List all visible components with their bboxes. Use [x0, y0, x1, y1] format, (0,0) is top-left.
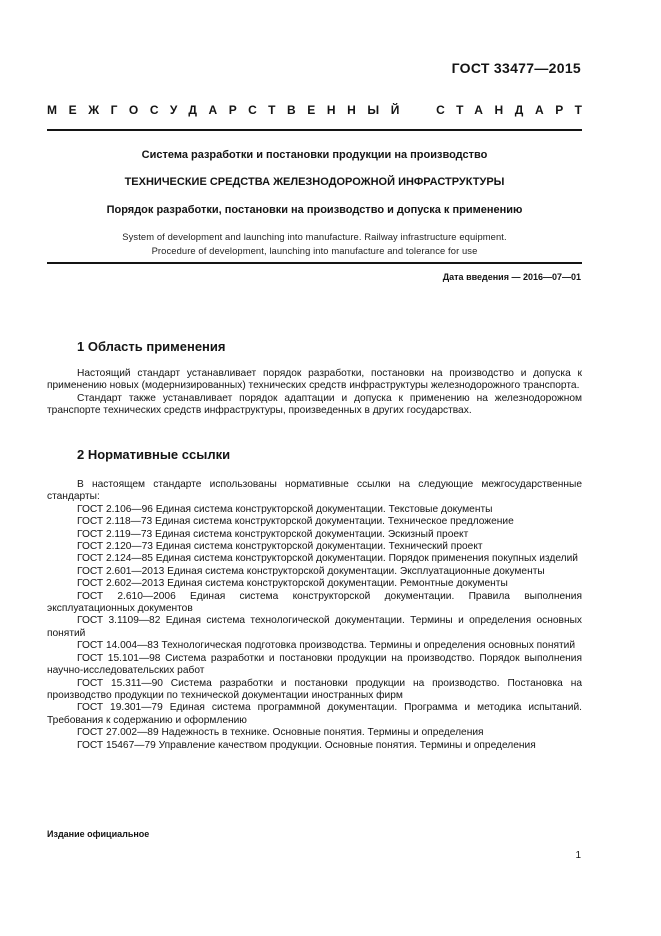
title-rule: [47, 262, 582, 264]
standard-number: ГОСТ 33477—2015: [451, 60, 581, 76]
english-title-line-1: System of development and launching into manufacture. Railway infrastructure equipment.: [122, 231, 507, 242]
reference-item: ГОСТ 2.602—2013 Единая система конструкторской документации. Ремонтные документы: [77, 578, 508, 590]
section-1-heading: 1 Область применения: [77, 339, 226, 354]
english-title-line-2: Procedure of development, launching into manufacture and tolerance for use: [151, 245, 478, 256]
reference-item: ГОСТ 2.610—2006 Единая система конструкторской документации. Правила выполнения эксплуатационных документов: [47, 590, 582, 615]
introduction-date: Дата введения — 2016—07—01: [442, 272, 581, 282]
section-2-heading: 2 Нормативные ссылки: [77, 447, 231, 462]
subject-title: ТЕХНИЧЕСКИЕ СРЕДСТВА ЖЕЛЕЗНОДОРОЖНОЙ ИНФРАСТРУКТУРЫ: [124, 176, 505, 188]
scope-paragraph-2: Стандарт также устанавливает порядок адаптации и допуска к применению на железнодорожном транспорте технических средств инфраструктуры, произведенных в других государствах.: [47, 392, 582, 417]
reference-item: ГОСТ 19.301—79 Единая система программной документации. Программа и методика испытаний. Требования к содержанию и оформлению: [47, 702, 582, 726]
reference-item: ГОСТ 3.1109—82 Единая система технологической документации. Термины и определения основных понятий: [47, 615, 582, 639]
system-title: Система разработки и постановки продукции на производство: [141, 149, 488, 161]
reference-item: ГОСТ 2.124—85 Единая система конструкторской документации. Порядок применения покупных изделий: [77, 553, 578, 565]
official-edition-note: Издание официальное: [47, 829, 150, 839]
banner-word-interstate: МЕЖГОСУДАРСТВЕННЫЙ: [47, 103, 411, 117]
page-number: 1: [575, 850, 581, 861]
interstate-standard-banner: [47, 103, 594, 117]
reference-item: ГОСТ 14.004—83 Технологическая подготовка производства. Термины и определения основных понятий: [77, 640, 576, 652]
reference-item: ГОСТ 2.119—73 Единая система конструкторской документации. Эскизный проект: [77, 528, 469, 540]
section-2-body: [47, 479, 582, 752]
procedure-title: Порядок разработки, постановки на производство и допуска к применению: [106, 204, 523, 216]
reference-item: ГОСТ 2.106—96 Единая система конструкторской документации. Текстовые документы: [77, 503, 493, 515]
top-rule: [47, 129, 582, 131]
scope-paragraph-1: Настоящий стандарт устанавливает порядок разработки, постановки на производство и допуска к применению новых (модернизированных) технических средств инфраструктуры железнодорожного транспорта.: [47, 368, 582, 392]
reference-item: ГОСТ 2.601—2013 Единая система конструкторской документации. Эксплуатационные документы: [77, 565, 545, 577]
references-intro: В настоящем стандарте использованы нормативные ссылки на следующие межгосударственные стандарты:: [47, 479, 582, 503]
banner-word-standard: СТАНДАРТ: [436, 103, 594, 117]
reference-item: ГОСТ 2.120—73 Единая система конструкторской документации. Технический проект: [77, 541, 483, 553]
reference-item: ГОСТ 15467—79 Управление качеством продукции. Основные понятия. Термины и определения: [77, 739, 536, 751]
reference-item: ГОСТ 2.118—73 Единая система конструкторской документации. Техническое предложение: [77, 516, 514, 528]
reference-item: ГОСТ 15.101—98 Система разработки и постановки продукции на производство. Порядок выполнения научно-исследовательских работ: [47, 652, 582, 677]
reference-item: ГОСТ 27.002—89 Надежность в технике. Основные понятия. Термины и определения: [77, 727, 484, 739]
section-1-body: [47, 368, 582, 418]
reference-item: ГОСТ 15.311—90 Система разработки и постановки продукции на производство. Постановка на производство продукции по технической документации иностранных фирм: [47, 677, 582, 701]
